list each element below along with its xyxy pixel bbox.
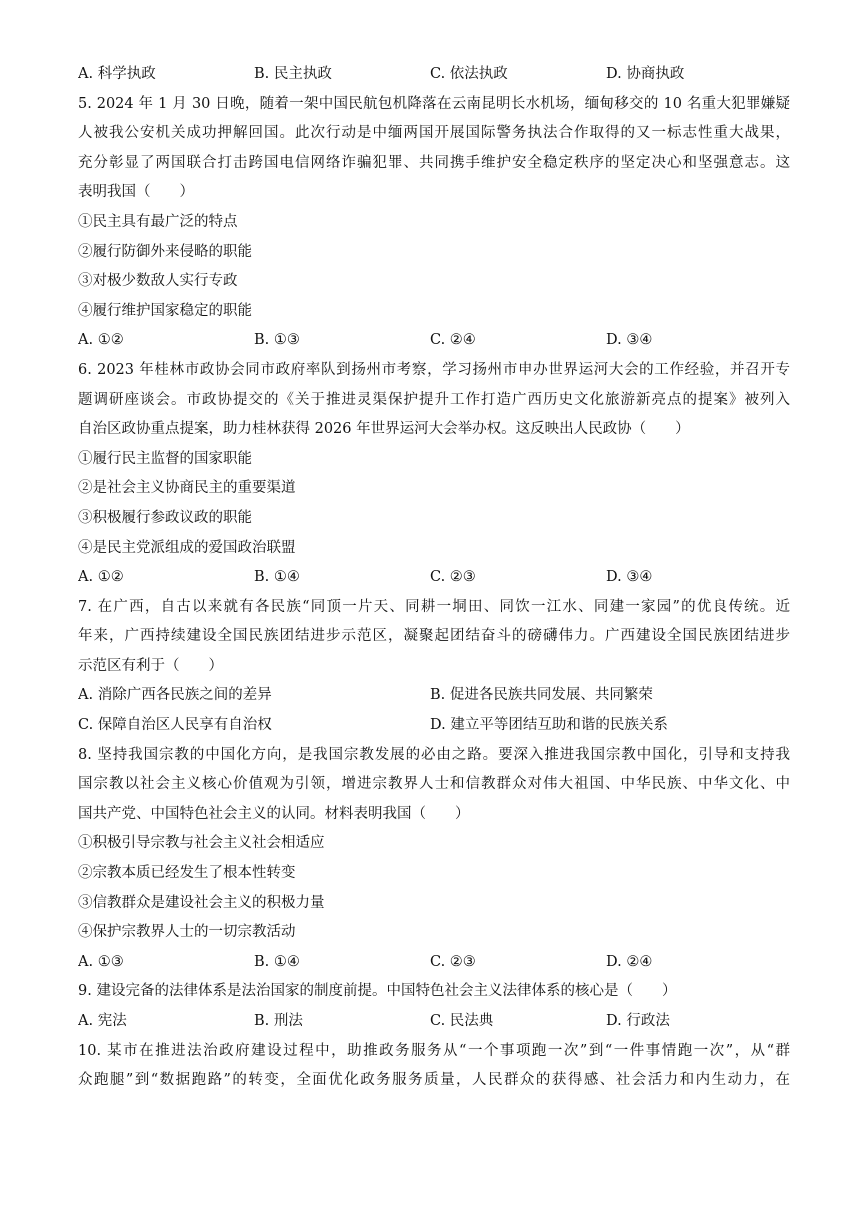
q5-statement: ③对极少数敌人实行专政 [78, 273, 238, 290]
q7-stem-line: 年来，广西持续建设全国民族团结进步示范区，凝聚起团结奋斗的磅礴伟力。广西建设全国民族团结进步 [78, 628, 790, 645]
question-7 [78, 593, 790, 741]
q6-option-a: A. ①② [78, 569, 124, 586]
q9-options [78, 1007, 790, 1037]
q5-option-a: A. ①② [78, 332, 124, 349]
q8-stem-line: 8. 坚持我国宗教的中国化方向，是我国宗教发展的必由之路。要深入推进我国宗教中国化，引导和支持我 [78, 746, 790, 763]
q6-statement: ②是社会主义协商民主的重要渠道 [78, 480, 296, 497]
question-8 [78, 741, 790, 978]
q6-options [78, 563, 790, 593]
q4-options [78, 60, 790, 90]
q8-stem-line: 国共产党、中国特色社会主义的认同。材料表明我国（ ） [78, 805, 470, 822]
q6-option-c: C. ②③ [430, 569, 476, 586]
q6-statement: ④是民主党派组成的爱国政治联盟 [78, 539, 296, 556]
q6-statement: ①履行民主监督的国家职能 [78, 450, 252, 467]
q7-option-a: A. 消除广西各民族之间的差异 [78, 687, 272, 704]
q5-statement: ④履行维护国家稳定的职能 [78, 302, 252, 319]
q6-option-b: B. ①④ [254, 569, 300, 586]
q5-option-b: B. ①③ [254, 332, 300, 349]
q10-stem-line: 10. 某市在推进法治政府建设过程中，助推政务服务从“一个事项跑一次”到“一件事情跑一次”，从“群 [78, 1042, 790, 1059]
exam-page [78, 60, 790, 1096]
q8-statement: ②宗教本质已经发生了根本性转变 [78, 865, 296, 882]
q6-stem-line: 6. 2023 年桂林市政协会同市政府率队到扬州市考察，学习扬州市申办世界运河大会的工作经验，并召开专 [78, 361, 790, 378]
q5-stem-line: 5. 2024 年 1 月 30 日晚，随着一架中国民航包机降落在云南昆明长水机场，缅甸移交的 10 名重大犯罪嫌疑 [78, 95, 790, 112]
q5-stem-line: 充分彰显了两国联合打击跨国电信网络诈骗犯罪、共同携手维护安全稳定秩序的坚定决心和坚强意志。这 [78, 154, 790, 171]
q8-statement: ③信教群众是建设社会主义的积极力量 [78, 894, 325, 911]
q5-statement: ①民主具有最广泛的特点 [78, 213, 238, 230]
q5-options [78, 326, 790, 356]
q8-option-d: D. ②④ [606, 953, 653, 970]
q9-option-c: C. 民法典 [430, 1013, 494, 1029]
q7-stem-line: 7. 在广西，自古以来就有各民族“同顶一片天、同耕一垌田、同饮一江水、同建一家园”的优良传统。近 [78, 598, 790, 615]
q8-option-b: B. ①④ [254, 953, 300, 970]
q9-option-b: B. 刑法 [254, 1013, 303, 1029]
q10-stem-line: 众跑腿”到“数据跑路”的转变，全面优化政务服务质量，人民群众的获得感、社会活力和内生动力，在 [78, 1072, 790, 1089]
q4-option-c: C. 依法执政 [430, 66, 508, 82]
q8-option-a: A. ①③ [78, 953, 124, 970]
q6-stem-line: 自治区政协重点提案，助力桂林获得 2026 年世界运河大会举办权。这反映出人民政协（ ） [78, 421, 690, 438]
q5-option-d: D. ③④ [606, 332, 653, 349]
q6-stem-line: 题调研座谈会。市政协提交的《关于推进灵渠保护提升工作打造广西历史文化旅游新亮点的提案》被列入 [78, 391, 790, 408]
q8-statement: ④保护宗教界人士的一切宗教活动 [78, 924, 296, 941]
q5-stem-line: 人被我公安机关成功押解回国。此次行动是中缅两国开展国际警务执法合作取得的又一标志性重大战果， [78, 125, 790, 142]
q8-statement: ①积极引导宗教与社会主义社会相适应 [78, 835, 325, 852]
q4-option-b: B. 民主执政 [254, 66, 332, 82]
q7-option-b: B. 促进各民族共同发展、共同繁荣 [430, 687, 653, 704]
question-10 [78, 1037, 790, 1096]
q7-options-row-1 [78, 681, 790, 711]
q9-option-a: A. 宪法 [78, 1013, 127, 1029]
q9-stem-line: 9. 建设完备的法律体系是法治国家的制度前提。中国特色社会主义法律体系的核心是（ ） [78, 983, 677, 1000]
q6-statement: ③积极履行参政议政的职能 [78, 509, 252, 526]
q4-option-a: A. 科学执政 [78, 66, 156, 82]
q7-stem-line: 示范区有利于（ ） [78, 657, 223, 674]
q8-options [78, 948, 790, 978]
q9-option-d: D. 行政法 [606, 1013, 670, 1029]
q7-option-c: C. 保障自治区人民享有自治权 [78, 717, 272, 734]
q7-option-d: D. 建立平等团结互助和谐的民族关系 [430, 717, 668, 734]
question-9 [78, 977, 790, 1036]
q5-statement: ②履行防御外来侵略的职能 [78, 243, 252, 260]
q4-option-d: D. 协商执政 [606, 66, 685, 82]
q5-option-c: C. ②④ [430, 332, 476, 349]
question-5 [78, 90, 790, 356]
q8-option-c: C. ②③ [430, 953, 476, 970]
question-6 [78, 356, 790, 593]
q7-options-row-2 [78, 711, 790, 741]
q6-option-d: D. ③④ [606, 569, 653, 586]
q8-stem-line: 国宗教以社会主义核心价值观为引领，增进宗教界人士和信教群众对伟大祖国、中华民族、中华文化、中 [78, 776, 790, 793]
q5-stem-line: 表明我国（ ） [78, 184, 194, 201]
